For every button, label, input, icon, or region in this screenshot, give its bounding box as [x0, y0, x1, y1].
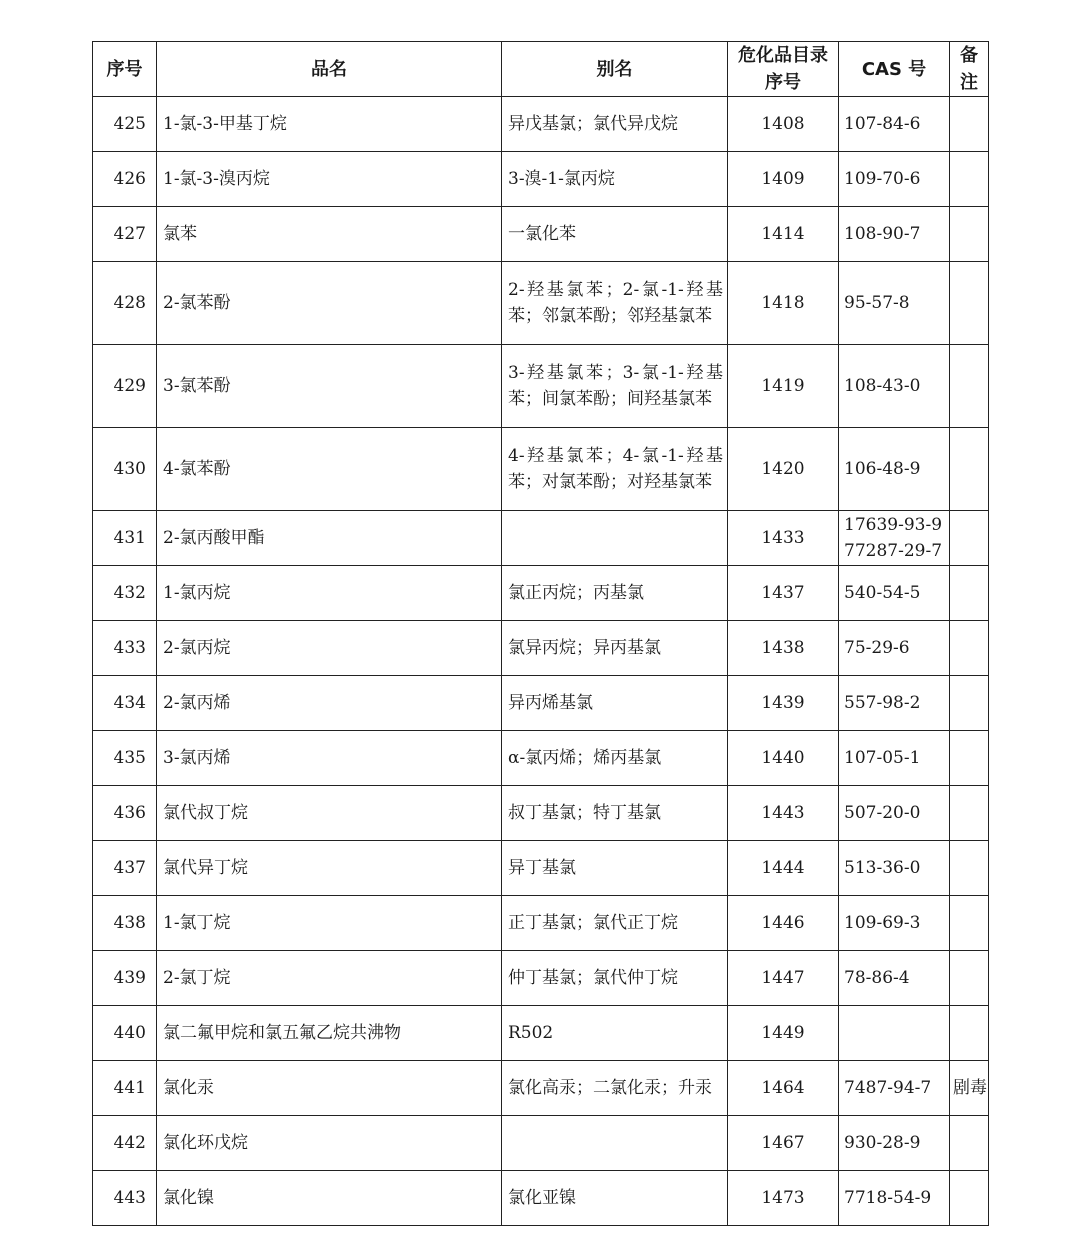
chemical-name: 2-氯丙烯 [157, 676, 502, 731]
chemical-alias [502, 731, 728, 786]
row-number: 440 [93, 1006, 157, 1061]
chemical-alias [502, 841, 728, 896]
chemical-alias-text: 叔丁基氯；特丁基氯 [508, 803, 661, 823]
cas-number [839, 345, 950, 428]
catalog-number: 1409 [728, 152, 839, 207]
chemical-alias [502, 951, 728, 1006]
table-row [93, 786, 989, 841]
chemical-name: 氯苯 [157, 207, 502, 262]
table-row [93, 676, 989, 731]
cas-number [839, 511, 950, 566]
header-no: 序号 [93, 42, 157, 97]
chemical-alias-text: 3-溴-1-氯丙烷 [508, 169, 615, 189]
chemical-alias-text: 异戊基氯；氯代异戊烷 [508, 114, 678, 134]
chemical-alias-text: 氯化亚镍 [508, 1188, 576, 1208]
cas-number [839, 1006, 950, 1061]
chemical-alias [502, 345, 728, 428]
chemical-alias [502, 207, 728, 262]
cas-value: 106-48-9 [844, 459, 921, 479]
chemical-alias [502, 97, 728, 152]
cas-number [839, 1171, 950, 1226]
cas-value: 108-43-0 [844, 376, 921, 396]
remark [950, 511, 989, 566]
table-row [93, 951, 989, 1006]
table-body [93, 97, 989, 1226]
table-row [93, 262, 989, 345]
header-name: 品名 [157, 42, 502, 97]
header-row [93, 42, 989, 97]
chemical-alias [502, 1061, 728, 1116]
table-row [93, 152, 989, 207]
remark [950, 207, 989, 262]
catalog-number: 1433 [728, 511, 839, 566]
cas-value: 107-84-6 [844, 114, 921, 134]
chemical-name: 1-氯-3-溴丙烷 [157, 152, 502, 207]
catalog-number: 1446 [728, 896, 839, 951]
table-row [93, 566, 989, 621]
row-number: 430 [93, 428, 157, 511]
chemical-alias-text: 氯异丙烷；异丙基氯 [508, 638, 661, 658]
chemical-alias-text: 一氯化苯 [508, 224, 576, 244]
catalog-number: 1440 [728, 731, 839, 786]
header-catalog-line2: 序号 [765, 72, 801, 93]
remark [950, 951, 989, 1006]
table-row [93, 731, 989, 786]
chemical-name: 2-氯丙烷 [157, 621, 502, 676]
table-row [93, 1171, 989, 1226]
cas-number [839, 152, 950, 207]
chemical-alias [502, 152, 728, 207]
remark [950, 1116, 989, 1171]
row-number: 442 [93, 1116, 157, 1171]
table-row [93, 428, 989, 511]
row-number: 431 [93, 511, 157, 566]
hazardous-chemicals-table [92, 41, 989, 1226]
table-row [93, 1006, 989, 1061]
row-number: 428 [93, 262, 157, 345]
cas-value: 78-86-4 [844, 968, 910, 988]
remark [950, 896, 989, 951]
remark [950, 262, 989, 345]
row-number: 441 [93, 1061, 157, 1116]
cas-number [839, 262, 950, 345]
header-catalog-line1: 危化品目录 [738, 45, 828, 66]
cas-number [839, 676, 950, 731]
chemical-alias [502, 621, 728, 676]
table-row [93, 896, 989, 951]
cas-value: 930-28-9 [844, 1133, 921, 1153]
row-number: 429 [93, 345, 157, 428]
cas-value: 109-69-3 [844, 913, 921, 933]
chemical-alias [502, 676, 728, 731]
remark [950, 152, 989, 207]
chemical-name: 4-氯苯酚 [157, 428, 502, 511]
remark [950, 345, 989, 428]
cas-number [839, 731, 950, 786]
chemical-name: 3-氯苯酚 [157, 345, 502, 428]
chemical-name: 1-氯丁烷 [157, 896, 502, 951]
remark [950, 676, 989, 731]
cas-value: 17639-93-9 [844, 515, 943, 535]
catalog-number: 1420 [728, 428, 839, 511]
chemical-alias [502, 786, 728, 841]
chemical-alias-text: 正丁基氯；氯代正丁烷 [508, 913, 678, 933]
chemical-alias-text: 3-羟基氯苯；3-氯-1-羟基苯；间氯苯酚；间羟基氯苯 [508, 363, 723, 409]
cas-number [839, 207, 950, 262]
chemical-name: 氯化汞 [157, 1061, 502, 1116]
catalog-number: 1443 [728, 786, 839, 841]
catalog-number: 1408 [728, 97, 839, 152]
table-row [93, 1116, 989, 1171]
cas-value: 557-98-2 [844, 693, 921, 713]
chemical-alias [502, 566, 728, 621]
table-row [93, 1061, 989, 1116]
chemical-alias-text: 异丙烯基氯 [508, 693, 593, 713]
row-number: 433 [93, 621, 157, 676]
cas-value: 77287-29-7 [844, 541, 943, 561]
chemical-alias-text: 4-羟基氯苯；4-氯-1-羟基苯；对氯苯酚；对羟基氯苯 [508, 446, 723, 492]
header-note-line2: 注 [960, 72, 978, 93]
cas-value: 507-20-0 [844, 803, 921, 823]
table-row [93, 207, 989, 262]
chemical-name: 2-氯丙酸甲酯 [157, 511, 502, 566]
row-number: 435 [93, 731, 157, 786]
chemical-name: 3-氯丙烯 [157, 731, 502, 786]
chemical-alias [502, 896, 728, 951]
chemical-alias [502, 1171, 728, 1226]
cas-number [839, 896, 950, 951]
chemical-alias [502, 511, 728, 566]
chemical-name: 氯二氟甲烷和氯五氟乙烷共沸物 [157, 1006, 502, 1061]
catalog-number: 1467 [728, 1116, 839, 1171]
chemical-name: 2-氯苯酚 [157, 262, 502, 345]
chemical-alias [502, 1116, 728, 1171]
cas-number [839, 1061, 950, 1116]
cas-value: 513-36-0 [844, 858, 921, 878]
cas-value: 108-90-7 [844, 224, 921, 244]
catalog-number: 1414 [728, 207, 839, 262]
chemical-alias-text: α-氯丙烯；烯丙基氯 [508, 748, 662, 768]
catalog-number: 1437 [728, 566, 839, 621]
header-alias: 别名 [502, 42, 728, 97]
row-number: 443 [93, 1171, 157, 1226]
header-note-line1: 备 [960, 45, 978, 66]
row-number: 438 [93, 896, 157, 951]
row-number: 434 [93, 676, 157, 731]
cas-value: 7487-94-7 [844, 1078, 932, 1098]
chemical-name: 氯代异丁烷 [157, 841, 502, 896]
remark [950, 841, 989, 896]
chemical-alias-text: 氯正丙烷；丙基氯 [508, 583, 644, 603]
cas-value: 107-05-1 [844, 748, 921, 768]
row-number: 439 [93, 951, 157, 1006]
chemical-alias-text: 异丁基氯 [508, 858, 576, 878]
row-number: 432 [93, 566, 157, 621]
catalog-number: 1418 [728, 262, 839, 345]
cas-number [839, 428, 950, 511]
table-row [93, 345, 989, 428]
chemical-name: 氯化镍 [157, 1171, 502, 1226]
cas-number [839, 566, 950, 621]
catalog-number: 1464 [728, 1061, 839, 1116]
cas-number [839, 97, 950, 152]
row-number: 425 [93, 97, 157, 152]
cas-number [839, 621, 950, 676]
catalog-number: 1419 [728, 345, 839, 428]
chemical-alias [502, 1006, 728, 1061]
chemical-alias-text: 仲丁基氯；氯代仲丁烷 [508, 968, 678, 988]
cas-value: 75-29-6 [844, 638, 910, 658]
cas-value: 7718-54-9 [844, 1188, 932, 1208]
remark [950, 731, 989, 786]
chemical-alias [502, 428, 728, 511]
remark [950, 566, 989, 621]
cas-number [839, 841, 950, 896]
remark: 剧毒 [950, 1061, 989, 1116]
catalog-number: 1444 [728, 841, 839, 896]
remark [950, 1006, 989, 1061]
remark [950, 428, 989, 511]
chemical-name: 1-氯丙烷 [157, 566, 502, 621]
table-row [93, 97, 989, 152]
chemical-name: 氯化环戊烷 [157, 1116, 502, 1171]
header-note [950, 42, 989, 97]
catalog-number: 1438 [728, 621, 839, 676]
row-number: 426 [93, 152, 157, 207]
cas-value: 95-57-8 [844, 293, 910, 313]
catalog-number: 1473 [728, 1171, 839, 1226]
table-row [93, 841, 989, 896]
catalog-number: 1439 [728, 676, 839, 731]
row-number: 436 [93, 786, 157, 841]
remark [950, 1171, 989, 1226]
chemical-alias-text: R502 [508, 1023, 554, 1043]
chemical-alias-text: 氯化高汞；二氯化汞；升汞 [508, 1078, 712, 1098]
remark [950, 621, 989, 676]
chemical-name: 氯代叔丁烷 [157, 786, 502, 841]
chemical-alias-text: 2-羟基氯苯；2-氯-1-羟基苯；邻氯苯酚；邻羟基氯苯 [508, 280, 723, 326]
row-number: 437 [93, 841, 157, 896]
table-row [93, 511, 989, 566]
remark [950, 786, 989, 841]
catalog-number: 1449 [728, 1006, 839, 1061]
chemical-alias [502, 262, 728, 345]
header-catalog [728, 42, 839, 97]
catalog-number: 1447 [728, 951, 839, 1006]
cas-number [839, 951, 950, 1006]
cas-number [839, 1116, 950, 1171]
chemical-name: 1-氯-3-甲基丁烷 [157, 97, 502, 152]
row-number: 427 [93, 207, 157, 262]
header-cas: CAS 号 [839, 42, 950, 97]
cas-value: 109-70-6 [844, 169, 921, 189]
cas-number [839, 786, 950, 841]
table-row [93, 621, 989, 676]
chemical-name: 2-氯丁烷 [157, 951, 502, 1006]
cas-value: 540-54-5 [844, 583, 921, 603]
remark [950, 97, 989, 152]
